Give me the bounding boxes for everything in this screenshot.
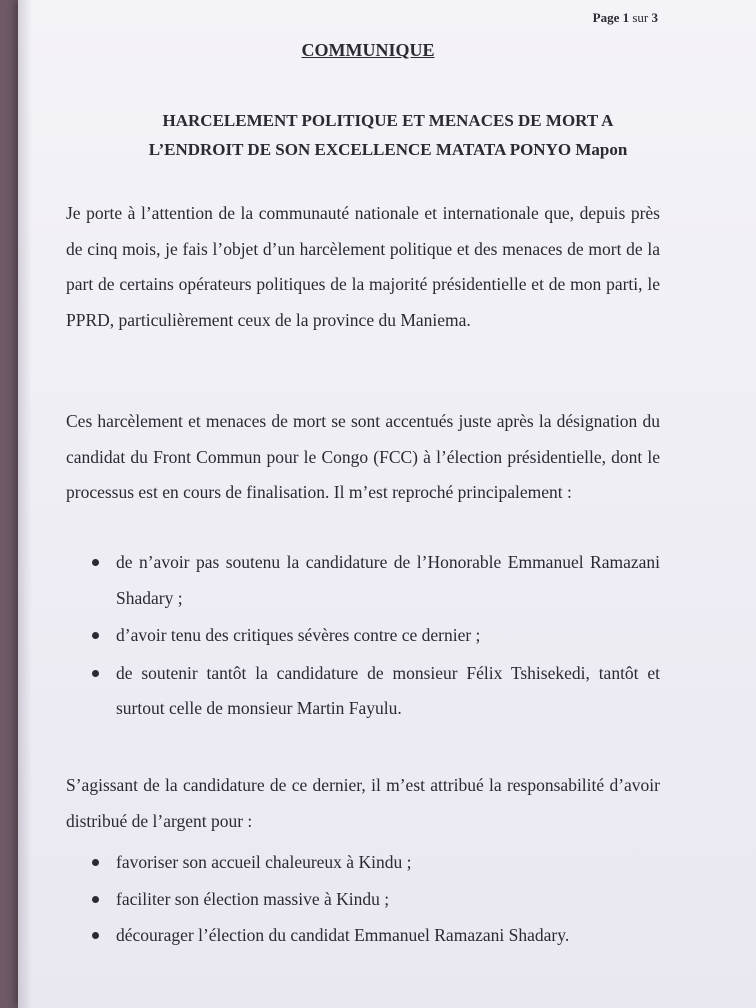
- paragraph-intro: Je porte à l’attention de la communauté nationale et internationale que, depuis près de cinq mois, je fais l’objet d’un harcèlement politique et des menaces de mort de la part de certains opérateurs politiques de la majorité présidentielle et de mon parti, le PPRD, particulièrement ceux de la province du Maniema.: [66, 203, 660, 330]
- page-number-current: 1: [622, 10, 630, 25]
- document-page: [18, 0, 756, 1008]
- subject-line-1: HARCELEMENT POLITIQUE ET MENACES DE MORT A: [162, 111, 614, 130]
- list-item-text: favoriser son accueil chaleureux à Kindu ;: [116, 852, 412, 872]
- bullet-icon: [92, 670, 99, 677]
- bullet-icon: [92, 632, 99, 639]
- page-number-sep: sur: [632, 10, 649, 25]
- page-number-total: 3: [651, 10, 658, 25]
- list-item-text: décourager l’élection du candidat Emmanuel Ramazani Shadary.: [116, 925, 570, 945]
- bullet-icon: [92, 859, 99, 866]
- page-number-label: Page: [592, 10, 620, 25]
- accusation-list: [90, 845, 660, 955]
- list-item: [90, 545, 660, 616]
- list-item-text: d’avoir tenu des critiques sévères contre ce dernier ;: [116, 625, 481, 645]
- reproach-list: [90, 545, 660, 729]
- paragraph-accusations: Ces harcèlement et menaces de mort se sont accentués juste après la désignation du candidat du Front Commun pour le Congo (FCC) à l’élection présidentielle, dont le processus est en cours de finalisation. Il m’est reproché principalement :: [66, 411, 660, 502]
- page-number: [593, 10, 658, 26]
- subject-line-2: L’ENDROIT DE SON EXCELLENCE MATATA PONYO Mapon: [148, 140, 628, 159]
- document-title: COMMUNIQUE: [301, 40, 435, 60]
- list-item-text: faciliter son élection massive à Kindu ;: [116, 888, 390, 909]
- bullet-icon: [92, 932, 99, 939]
- list-item-text: de soutenir tantôt la candidature de monsieur Félix Tshisekedi, tantôt et surtout celle de monsieur Martin Fayulu.: [116, 662, 660, 718]
- document-subject: [18, 106, 756, 164]
- bullet-icon: [92, 559, 99, 566]
- list-item-text: de n’avoir pas soutenu la candidature de l’Honorable Emmanuel Ramazani Shadary ;: [116, 552, 660, 608]
- bullet-icon: [92, 896, 99, 903]
- paragraph-money: S’agissant de la candidature de ce dernier, il m’est attribué la responsabilité d’avoir distribué de l’argent pour :: [66, 775, 660, 831]
- list-item: [90, 882, 660, 918]
- list-item: [90, 618, 660, 654]
- list-item: [90, 845, 660, 881]
- list-item: [90, 656, 660, 727]
- list-item: [90, 918, 660, 954]
